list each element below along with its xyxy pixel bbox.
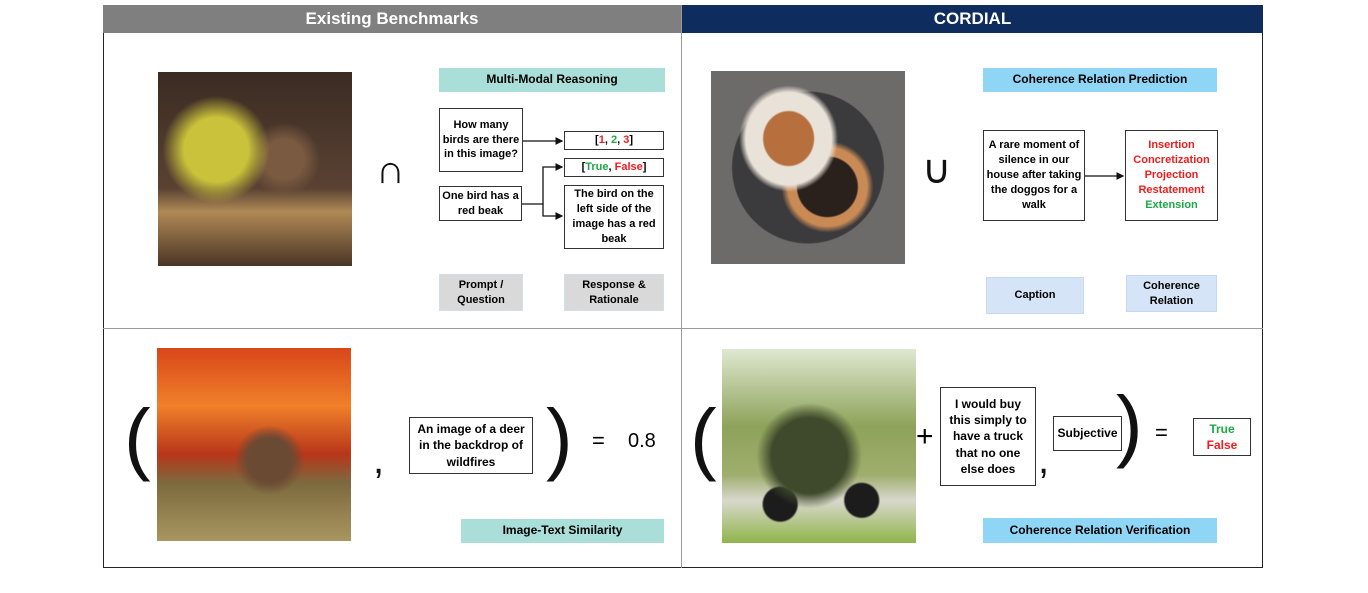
true-label: True <box>1209 421 1235 436</box>
relation-projection: Projection <box>1144 169 1199 182</box>
caption-box: A rare moment of silence in our house after taking the doggos for a walk <box>983 130 1085 221</box>
open-paren: ( <box>124 393 151 482</box>
similarity-score: 0.8 <box>628 430 656 452</box>
bracket: ] <box>642 161 647 174</box>
coherence-relation-label: Coherence Relation <box>1126 275 1217 312</box>
plus-sign: + <box>916 420 934 453</box>
dogs-photo <box>711 71 905 264</box>
relation-concretization: Concretization <box>1133 154 1210 167</box>
relation-restatement: Restatement <box>1138 183 1205 196</box>
close-paren: ) <box>546 393 573 482</box>
arrow-statement-tf <box>522 167 562 204</box>
relations-box <box>1125 130 1218 221</box>
union-symbol: ∪ <box>922 148 952 192</box>
caption-label: Caption <box>986 277 1084 314</box>
question-box: How many birds are there in this image? <box>439 108 523 172</box>
verification-result-box <box>1193 418 1251 456</box>
open-paren: ( <box>690 393 717 482</box>
bracket: [ <box>595 134 599 147</box>
coherence-relation-prediction-label: Coherence Relation Prediction <box>983 68 1217 92</box>
subjective-box: Subjective <box>1053 416 1122 451</box>
true-option: True <box>585 161 609 174</box>
deer-photo <box>157 348 351 541</box>
bracket: ] <box>629 134 633 147</box>
equals-sign: = <box>1155 420 1168 445</box>
arrow-statement-rationale <box>543 204 562 216</box>
answer-3: 3 <box>623 134 630 147</box>
truck-text-box: I would buy this simply to have a truck that no one else does <box>940 387 1036 486</box>
truck-photo <box>722 349 916 543</box>
multi-modal-reasoning-label: Multi-Modal Reasoning <box>439 68 665 92</box>
prompt-question-label: Prompt / Question <box>439 274 523 311</box>
deer-text-box: An image of a deer in the backdrop of wildfires <box>409 417 533 474</box>
header-existing-benchmarks: Existing Benchmarks <box>103 5 681 33</box>
response-rationale-label: Response & Rationale <box>564 274 664 311</box>
sep: , <box>608 161 615 174</box>
coherence-relation-verification-label: Coherence Relation Verification <box>983 518 1217 543</box>
comma: , <box>373 438 385 482</box>
equals-sign: = <box>592 428 605 453</box>
false-option: False <box>614 161 643 174</box>
relation-extension: Extension <box>1145 198 1198 211</box>
comma: , <box>1038 438 1050 482</box>
rationale-box: The bird on the left side of the image has a red beak <box>564 185 664 249</box>
statement-box: One bird has a red beak <box>439 186 522 221</box>
sep: , <box>617 134 624 147</box>
relation-insertion: Insertion <box>1148 139 1195 152</box>
bracket: [ <box>581 161 586 174</box>
header-cordial: CORDIAL <box>682 5 1263 33</box>
false-label: False <box>1206 438 1238 452</box>
close-paren: ) <box>1116 380 1143 469</box>
image-text-similarity-label: Image-Text Similarity <box>461 519 664 543</box>
answer-1: 1 <box>598 134 605 147</box>
count-answer-box <box>564 131 664 150</box>
intersection-symbol: ∩ <box>376 148 405 192</box>
birds-photo <box>158 72 352 266</box>
sep: , <box>604 134 611 147</box>
true-false-box <box>564 158 664 177</box>
answer-2: 2 <box>610 134 618 147</box>
